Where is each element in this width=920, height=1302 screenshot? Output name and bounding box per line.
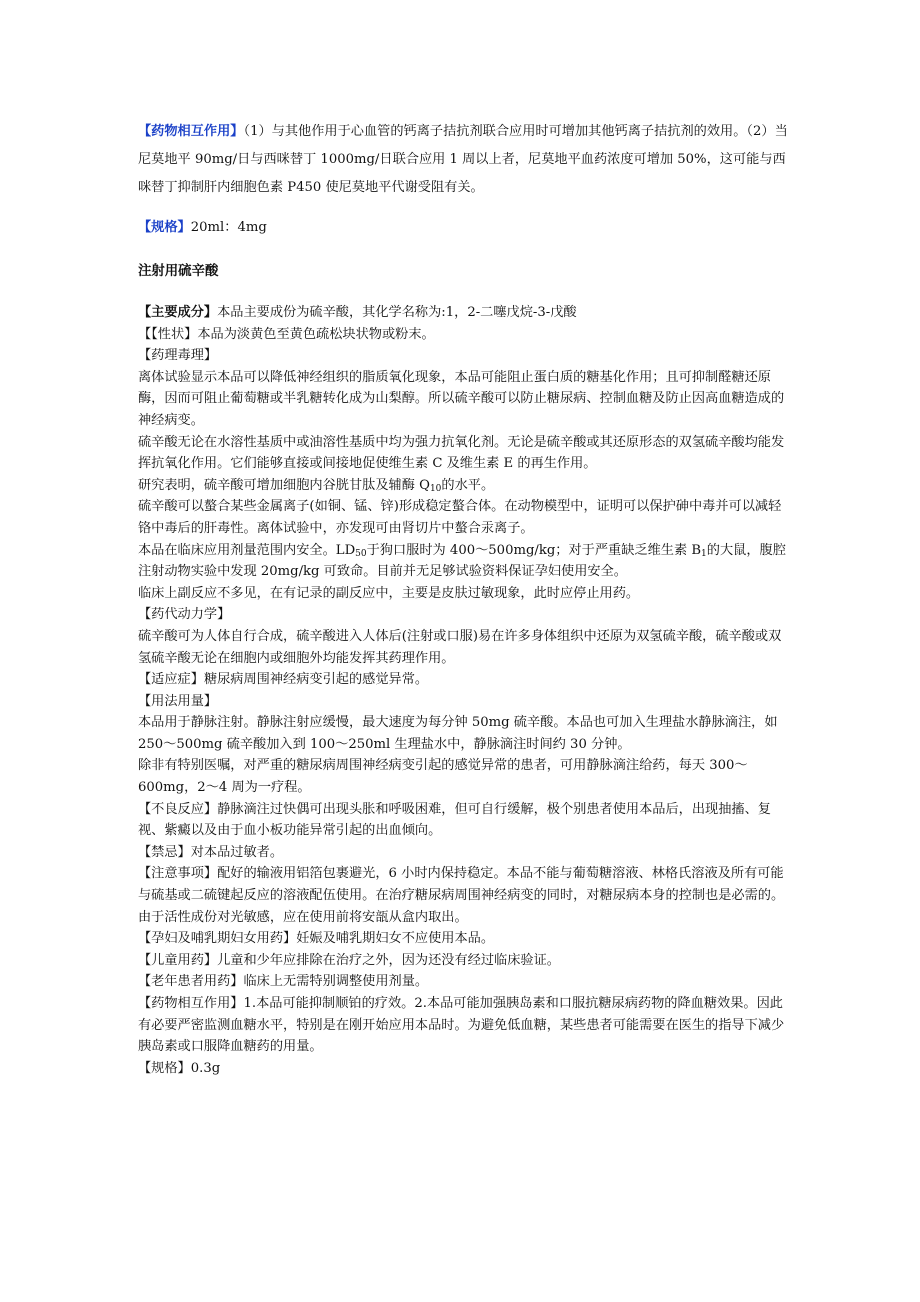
spec-line	[138, 214, 788, 242]
indication-label: 【适应症】	[138, 672, 204, 688]
pregnancy-line	[138, 928, 788, 950]
spec-label: 【规格】	[138, 220, 191, 235]
indication-line	[138, 669, 788, 691]
spec2-label: 【规格】	[138, 1060, 191, 1076]
pharm-tox-para4: 硫辛酸可以螯合某些金属离子(如铜、锰、锌)形成稳定螯合体。在动物模型中，证明可以保护砷中毒并可以减轻铬中毒后的肝毒性。离体试验中，亦发现可由肾切片中螯合汞离子。	[138, 499, 782, 536]
adverse-line	[138, 799, 788, 842]
dosage-para2: 除非有特别医嘱，对严重的糖尿病周围神经病变引起的感觉异常的患者，可用静脉滴注给药，每天 300～600mg，2～4 周为一疗程。	[138, 758, 748, 796]
appearance-text: 本品为淡黄色至黄色疏松块状物或粉末。	[197, 326, 435, 342]
elderly-line	[138, 971, 788, 993]
composition-label: 【主要成分】	[138, 305, 218, 320]
q10-subscript: 10	[429, 483, 442, 494]
interaction-paragraph	[138, 118, 788, 202]
pk-heading: 【药代动力学】	[138, 607, 231, 623]
composition-line	[138, 302, 788, 324]
caution-label: 【注意事项】	[138, 866, 218, 882]
caution-line	[138, 863, 788, 928]
appearance-label: 【【性状】	[138, 326, 198, 342]
pk-text: 硫辛酸可为人体自行合成，硫辛酸进入人体后(注射或口服)易在许多身体组织中还原为双氢硫辛酸，硫辛酸或双氢硫辛酸无论在细胞内或细胞外均能发挥其药理作用。	[138, 628, 782, 666]
indication-text: 糖尿病周围神经病变引起的感觉异常。	[203, 672, 429, 688]
children-line	[138, 950, 788, 972]
para3-tail: 的水平。	[441, 477, 495, 493]
adverse-text: 静脉滴注过快偶可出现头胀和呼吸困难，但可自行缓解，极个别患者使用本品后，出现抽搐、复视、紫癜以及由于血小板功能异常引起的出血倾向。	[138, 801, 771, 839]
pharm-tox-para6: 临床上副反应不多见，在有记录的副反应中，主要是皮肤过敏现象，此时应停止用药。	[138, 585, 640, 601]
children-label: 【儿童用药】	[138, 952, 218, 968]
para5-text-b: 于狗口服时为 400～500mg/kg；对于严重缺乏维生素 B	[366, 542, 702, 558]
caution-text: 配好的输液用铝箔包裹避光，6 小时内保持稳定。本品不能与葡萄糖溶液、林格氏溶液及所有可能与硫基或二硫键起反应的溶液配伍使用。在治疗糖尿病周围神经病变的同时，对糖尿病本身的控制也是必需的。由于活性成份对光敏感，应在使用前将安瓿从盒内取出。	[138, 866, 785, 925]
appearance-line	[138, 324, 788, 346]
interaction2-label: 【药物相互作用】	[138, 996, 244, 1011]
interaction-text: （1）与其他作用于心血管的钙离子拮抗剂联合应用时可增加其他钙离子拮抗剂的效用。（2）当尼莫地平 90mg/日与西咪替丁 1000mg/日联合应用 1 周以上者，尼莫地平血药浓度可增加 50%，这可能与西咪替丁抑制肝内细胞色素 P450 使尼莫地平代谢受阻有关。	[138, 124, 788, 195]
pregnancy-label: 【孕妇及哺乳期妇女用药】	[138, 931, 297, 947]
interaction-label: 【药物相互作用】	[138, 124, 244, 139]
elderly-label: 【老年患者用药】	[138, 974, 244, 990]
document-page	[138, 118, 788, 1079]
dosage-para1: 本品用于静脉注射。静脉注射应缓慢，最大速度为每分钟 50mg 硫辛酸。本品也可加入生理盐水静脉滴注，如 250～500mg 硫辛酸加入到 100～250ml 生理盐水中，静脉滴注时间约 30 分钟。	[138, 715, 778, 752]
b1-subscript: 1	[701, 548, 707, 559]
dosage-heading: 【用法用量】	[138, 693, 218, 709]
spec2-line	[138, 1058, 788, 1080]
children-text: 儿童和少年应排除在治疗之外，因为还没有经过临床验证。	[217, 952, 560, 968]
interaction2-line	[138, 993, 788, 1058]
pharm-tox-para3	[138, 475, 788, 497]
para5-text-c: 的大鼠，腹腔注射动物实验中发现 20mg/kg 可致命。目前并无足够试验资料保证孕妇使用安全。	[138, 542, 786, 580]
ld50-subscript: 50	[355, 548, 367, 559]
para5-text-a: 本品在临床应用剂量范围内安全。LD	[138, 542, 356, 558]
composition-text: 本品主要成份为硫辛酸，其化学名称为:1，2-二噻戊烷-3-戊酸	[217, 305, 577, 320]
interaction2-text: 1.本品可能抑制顺铂的疗效。2.本品可能加强胰岛素和口服抗糖尿病药物的降血糖效果。因此有必要严密监测血糖水平，特别是在刚开始应用本品时。为避免低血糖，某些患者可能需要在医生的指导下减少胰岛素或口服降血糖药的用量。	[138, 996, 785, 1055]
drug-body	[138, 302, 788, 1079]
pregnancy-text: 妊娠及哺乳期妇女不应使用本品。	[296, 931, 495, 947]
spec-value: 20ml：4mg	[190, 220, 267, 235]
pharm-tox-para5	[138, 540, 788, 583]
drug-title: 注射用硫辛酸	[138, 264, 219, 279]
contra-label: 【禁忌】	[138, 844, 191, 860]
contra-text: 对本品过敏者。	[190, 844, 284, 860]
adverse-label: 【不良反应】	[138, 801, 218, 817]
contra-line	[138, 842, 788, 864]
para3-text: 研究表明，硫辛酸可增加细胞内谷胱甘肽及辅酶 Q	[138, 477, 430, 493]
elderly-text: 临床上无需特别调整使用剂量。	[243, 974, 429, 990]
spec2-value: 0.3g	[190, 1060, 221, 1076]
pharm-tox-para1: 离体试验显示本品可以降低神经组织的脂质氧化现象，本品可能阻止蛋白质的糖基化作用；且可抑制醛糖还原酶，因而可阻止葡萄糖或半乳糖转化成为山梨醇。所以硫辛酸可以防止糖尿病、控制血糖及防止因高血糖造成的神经病变。	[138, 369, 785, 428]
pharm-tox-para2: 硫辛酸无论在水溶性基质中或油溶性基质中均为强力抗氧化剂。无论是硫辛酸或其还原形态的双氢硫辛酸均能发挥抗氧化作用。它们能够直接或间接地促使维生素 C 及维生素 E 的再生作用。	[138, 434, 785, 472]
pharm-tox-heading: 【药理毒理】	[138, 348, 218, 364]
